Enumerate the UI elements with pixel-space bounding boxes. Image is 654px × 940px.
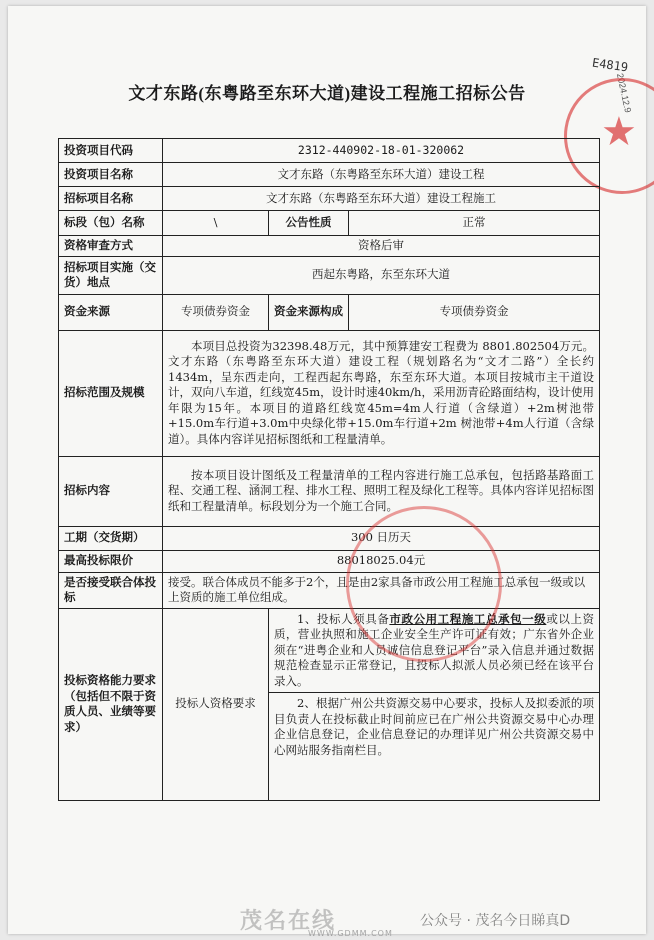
fund-value: 专项债券资金 bbox=[163, 294, 269, 330]
watermark bbox=[240, 904, 654, 940]
fund-label: 资金来源 bbox=[59, 294, 163, 330]
notice-page bbox=[8, 6, 646, 938]
table-row bbox=[59, 456, 600, 526]
table-row bbox=[59, 572, 600, 608]
table-row bbox=[59, 163, 600, 187]
fund-composition-label: 资金来源构成 bbox=[269, 294, 349, 330]
table-row bbox=[59, 236, 600, 257]
qualification-sub-label: 投标人资格要求 bbox=[163, 608, 269, 800]
handwritten-date: 2024.12.9 bbox=[614, 72, 634, 114]
location-label: 招标项目实施（交货）地点 bbox=[59, 256, 163, 294]
seal-star-icon: ★ bbox=[601, 109, 637, 155]
watermark-url: WWW.GDMM.COM bbox=[308, 929, 393, 938]
consortium-label: 是否接受联合体投标 bbox=[59, 572, 163, 608]
announce-value: 正常 bbox=[349, 211, 600, 236]
content-label: 招标内容 bbox=[59, 456, 163, 526]
price-label: 最高投标限价 bbox=[59, 550, 163, 572]
qualification-item-2: 2、根据广州公共资源交易中心要求，投标人及拟委派的项目负责人在投标截止时间前应已在广州公共资源交易中心办理企业信息登记，企业信息登记的办理详见广州公共资源交易中心网站服务指南栏目。 bbox=[274, 696, 595, 757]
project-code-value: 2312-440902-18-01-320062 bbox=[163, 139, 600, 163]
review-value: 资格后审 bbox=[163, 236, 600, 257]
project-code-label: 投资项目代码 bbox=[59, 139, 163, 163]
project-name-value: 文才东路（东粤路至东环大道）建设工程 bbox=[163, 163, 600, 187]
section-value: \ bbox=[163, 211, 269, 236]
table-row bbox=[59, 256, 600, 294]
scope-label: 招标范围及规模 bbox=[59, 330, 163, 456]
announce-label: 公告性质 bbox=[269, 211, 349, 236]
period-value: 300 日历天 bbox=[163, 526, 600, 550]
tender-name-value: 文才东路（东粤路至东环大道）建设工程施工 bbox=[163, 187, 600, 211]
location-value: 西起东粤路，东至东环大道 bbox=[163, 256, 600, 294]
page-title: 文才东路(东粤路至东环大道)建设工程施工招标公告 bbox=[128, 84, 526, 103]
table-row bbox=[59, 526, 600, 550]
scope-text: 本项目总投资为32398.48万元，其中预算建安工程费为 8801.802504万元。文才东路（东粤路至东环大道）建设工程（规划路名为“文才二路”）全长约1434m，呈东西走向，工程西起东粤路，东至东环大道。本项目按城市主干道设计，双向八车道，红线宽45m，设计时速40km/h，采用沥青砼路面结构，设计使用年限为15年。本项目的道路红线宽45m=4m人行道（含绿道）+2m树池带+15.0m车行道+3.0m中央绿化带+15.0m车行道+2m 树池带+4m人行道（含绿道）。具体内容详见招标图纸和工程量清单。 bbox=[163, 330, 600, 456]
handwritten-note: E4819 bbox=[591, 55, 629, 75]
table-row bbox=[59, 187, 600, 211]
qualification-label: 投标资格能力要求（包括但不限于资质人员、业绩等要求） bbox=[59, 608, 163, 800]
table-row bbox=[59, 608, 600, 800]
review-label: 资格审查方式 bbox=[59, 236, 163, 257]
watermark-text: 公众号 · 茂名今日睇真D bbox=[420, 913, 571, 929]
qualification-item-1 bbox=[269, 609, 599, 694]
project-name-label: 投资项目名称 bbox=[59, 163, 163, 187]
fund-composition-value: 专项债券资金 bbox=[349, 294, 600, 330]
qualification-detail bbox=[269, 608, 600, 800]
table-row bbox=[59, 550, 600, 572]
table-row bbox=[59, 211, 600, 236]
tender-name-label: 招标项目名称 bbox=[59, 187, 163, 211]
qual-item-1-pre: 1、投标人须具备 bbox=[297, 611, 390, 626]
section-label: 标段（包）名称 bbox=[59, 211, 163, 236]
tender-table bbox=[58, 138, 600, 801]
qual-item-1-underlined: 市政公用工程施工总承包一级 bbox=[389, 611, 547, 626]
table-row bbox=[59, 330, 600, 456]
table-row bbox=[59, 294, 600, 330]
table-row bbox=[59, 139, 600, 163]
consortium-text: 接受。联合体成员不能多于2个，且是由2家具备市政公用工程施工总承包一级或以上资质的施工单位组成。 bbox=[163, 572, 600, 608]
content-text: 按本项目设计图纸及工程量清单的工程内容进行施工总承包，包括路基路面工程、交通工程、涵洞工程、排水工程、照明工程及绿化工程等。具体内容详见招标图纸和工程量清单。标段划分为一个施工合同。 bbox=[163, 456, 600, 526]
qual-item-1-post: 或以上资质，营业执照和施工企业安全生产许可证有效；广东省外企业须在“进粤企业和人员诚信信息登记平台”录入信息并通过数据规范检查显示正常登记，且投标人拟派人员必须已经在该平台录入。 bbox=[274, 611, 595, 688]
price-value: 88018025.04元 bbox=[163, 550, 600, 572]
watermark-logo: 茂名在线 bbox=[240, 909, 337, 934]
period-label: 工期（交货期） bbox=[59, 526, 163, 550]
